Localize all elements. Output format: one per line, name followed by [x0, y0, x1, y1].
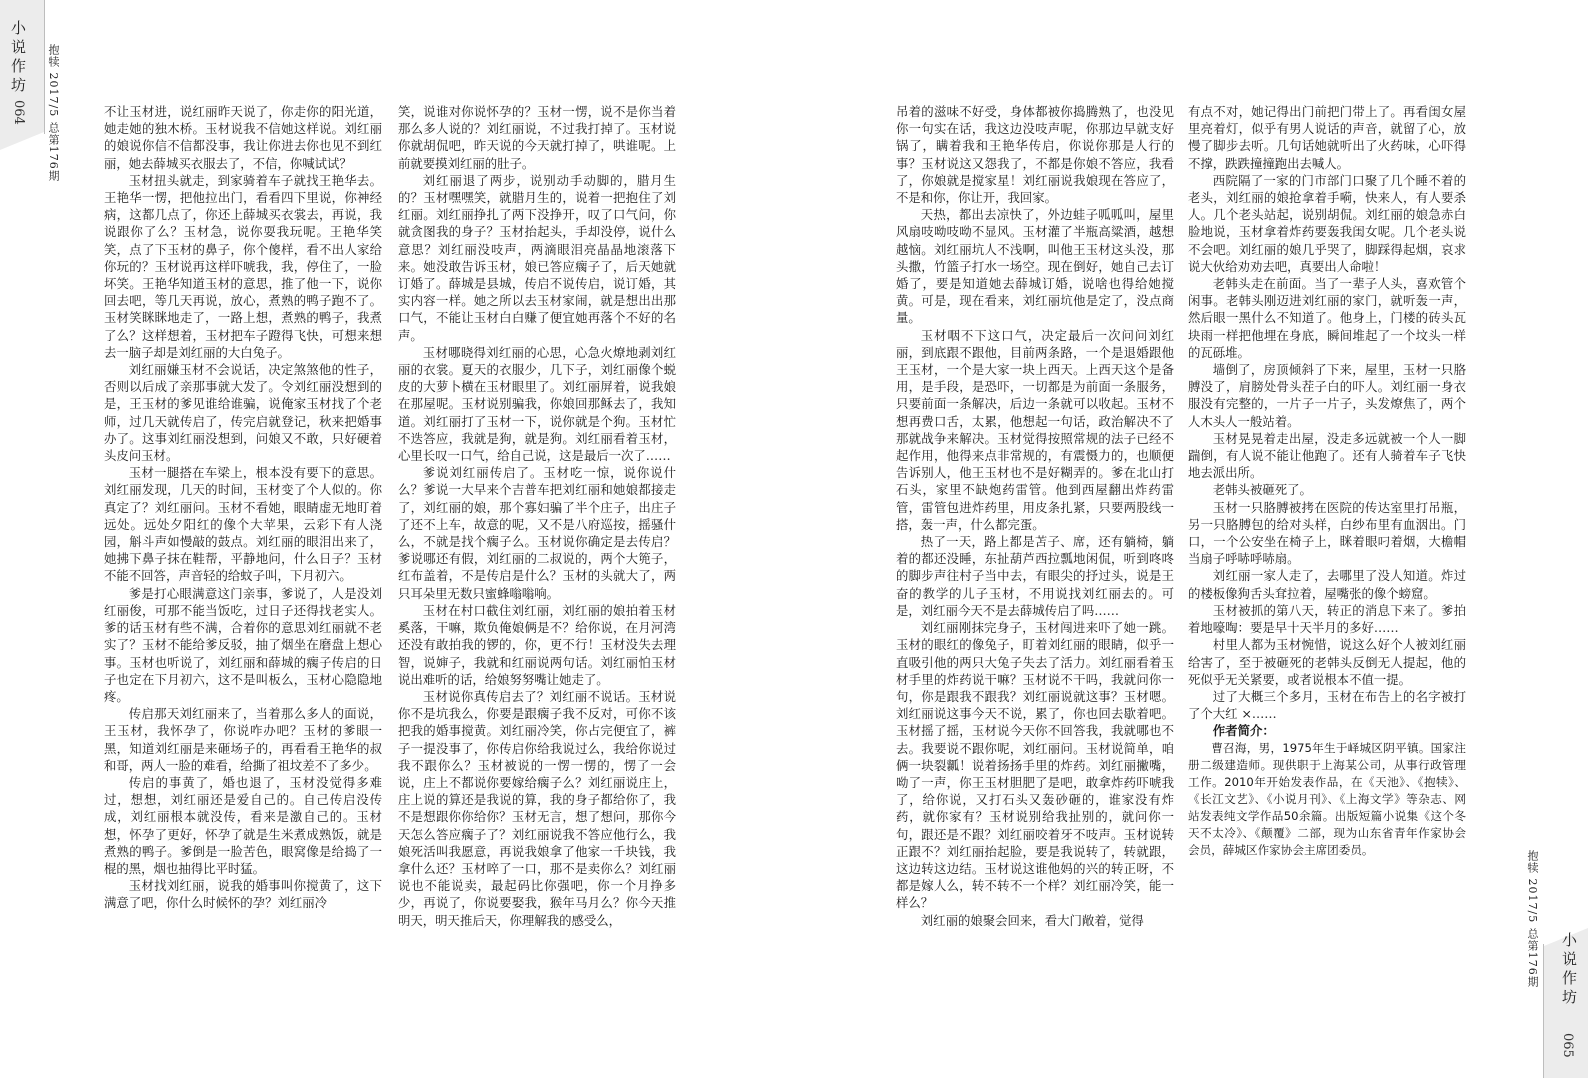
paragraph: 刘红丽退了两步，说别动手动脚的，腊月生的？玉材嘿嘿笑，就腊月生的，说着一把抱住了刘红丽。刘红丽挣扎了两下没挣开，叹了口气问，你就贪图我的身子？玉材抬起头，手却没停，说什么意思？刘红丽没吱声，两滴眼泪亮晶晶地滚落下来。她没敢告诉玉材，娘已答应瘸子了，后天她就订婚了。薛城是县城，传启不说传启，说订婚，其实内容一样。她之所以去玉材家闹，就是想出出那口气，不能让玉材白白赚了便宜她再落个不好的名声。 [398, 172, 676, 343]
section-title: 小说作坊 [9, 20, 27, 96]
paragraph: 村里人都为玉材惋惜，说这么好个人被刘红丽给害了，至于被砸死的老韩头反倒无人提起，他的死似乎无关紧要，或者说根本不值一提。 [1188, 637, 1466, 687]
paragraph: 不让玉材进，说红丽昨天说了，你走你的阳光道，她走她的独木桥。玉材说我不信她这样说。刘红丽的娘说你信不信都没事，我让你进去你也见不到红丽，她去薛城买衣服去了，不信，你喊试试？ [104, 104, 382, 171]
paragraph: 过了大概三个多月，玉材在布告上的名字被打了个大红 ×…… [1188, 688, 1466, 722]
paragraph: 玉材扭头就走，到家骑着车子就找王艳华去。王艳华一愣，把他拉出门，看看四下里说，你神经病，这都几点了，你还上薛城买衣裳去，再说，我说跟你了么？玉材急，说你耍我玩呢。王艳华笑笑，点了下玉材的鼻子，你个傻样，看不出人家给你玩的？玉材说再这样吓唬我，我，停住了，一脸坏笑。王艳华知道玉材的意思，推了他一下，说你回去吧，等几天再说，放心，煮熟的鸭子跑不了。玉材笑眯眯地走了，一路上想，煮熟的鸭子，我煮了么？这样想着，玉材把车子蹬得飞快，可想来想去一脑子却是刘红丽的大白兔子。 [104, 172, 382, 360]
page-number: 064 [11, 100, 26, 125]
paragraph: 玉材在村口截住刘红丽，刘红丽的娘拍着玉材奚落，干嘛，欺负俺娘俩是不？给你说，在月河湾还没有敢拍我的锣的，你，更不行！玉材没失去理智，说婶子，我就和红丽说两句话。刘红丽怕玉材说出难听的话，给娘努努嘴让她走了。 [398, 602, 676, 687]
paragraph: 刘红丽刚抹完身子，玉材闯进来吓了她一跳。玉材的眼红的像兔子，盯着刘红丽的眼睛，似乎一直吸引他的两只大兔子失去了活力。刘红丽看着玉材手里的炸药说干嘛？玉材说不干吗，我就问你一句，你是跟我不跟我？刘红丽说就这事？玉材嗯。刘红丽说这事今天不说，累了，你也回去歇着吧。玉材摇了摇，玉材说今天你不回答我，我就哪也不去。我要说不跟你呢，刘红丽问。玉材说简单，咱俩一块裂瓤！说着扬扬手里的炸药。刘红丽撇嘴，呦了一声，你王玉材胆肥了是吧，敢拿炸药吓唬我了，给你说，又打石头又轰砂砸的，谁家没有炸药，就你家有？玉材说别给我扯别的，就问你一句，跟还是不跟？刘红丽咬着牙不吱声。玉材说转正跟不？刘红丽抬起脸，要是我说转了，转就跟，这边转这边结。玉材说这谁他妈的兴的转正呀，不都是嫁人么，转不转不一个样？刘红丽冷笑，能一样么？ [896, 620, 1174, 911]
paragraph: 玉材找刘红丽，说我的婚事叫你搅黄了，这下满意了吧，你什么时候怀的孕？刘红丽冷 [104, 878, 382, 911]
issue-label: 抱犊 2017/5 总第176期 [1526, 850, 1539, 988]
paragraph: 热了一天，路上都是苫子、席，还有躺椅，躺着的都还没睡，东扯葫芦西拉瓢地闲侃，听到咚咚的脚步声往村子当中去，有眼尖的抒过头，说是王奋的教学的儿子玉材，不用说找刘红丽去的。可是，刘红丽今天不是去薛城传启了吗…… [896, 534, 1174, 618]
author-bio-text: 曹召海，男，1975年生于峄城区阴平镇。国家注册二级建造师。现供职于上海某公司，从事行政管理工作。2010年开始发表作品，在《天池》、《抱犊》、《长江文艺》、《小说月刊》、《上海文学》等杂志、网站发表纯文学作品50余篇。出版短篇小说集《这个冬天不太冷》、《颠覆》二部，现为山东省青年作家协会会员，薛城区作家协会主席团委员。 [1188, 740, 1466, 857]
issue-label: 抱犊 2017/5 总第176期 [47, 44, 60, 182]
paragraph: 爹是打心眼满意这门亲事，爹说了，人是没刘红丽俊，可那不能当饭吃，过日子还得找老实人。爹的话玉材有些不满，合着你的意思刘红丽就不老实了？玉材不能给爹反驳，抽了烟坐在磨盘上想心事。玉材也听说了，刘红丽和薛城的瘸子传启的日子也定在下月初六，这不是叫板么，玉材心隐隐地疼。 [104, 585, 382, 704]
paragraph: 玉材一腿搭在车梁上，根本没有要下的意思。刘红丽发现，几天的时间，玉材变了个人似的。你真定了？刘红丽问。玉材不看她，眼睛虚无地盯着远处。远处夕阳红的像个大苹果，云彩下有人浇园，斛斗声如慢敲的鼓点。刘红丽的眼泪出来了，她拂下鼻子抹在鞋帮，平静地问，什么日子？玉材不能不回答，声音轻的给蚊子叫，下月初六。 [104, 465, 382, 584]
paragraph: 吊着的滋味不好受，身体都被你捣腾熟了，也没见你一句实在话，我这边没吱声呢，你那边早就支好锅了，瞒着我和王艳华传启，你说你那是人行的事？玉材说这又怨我了，不都是你娘不答应，我看了，你娘就是搅家星！刘红丽说我娘现在答应了，不是和你，你让开，我回家。 [896, 104, 1174, 206]
text-column-3 [896, 103, 1174, 973]
tab-edge-line [1543, 944, 1544, 1078]
paragraph: 老韩头被砸死了。 [1212, 482, 1312, 498]
paragraph: 玉材哪晓得刘红丽的心思，心急火燎地剥刘红丽的衣裳。夏天的衣服少，几下子，刘红丽像个蜕皮的大萝卜横在玉材眼里了。刘红丽屏着，说我娘在那屋呢。玉材说别骗我，你娘回那稣去了，我知道。刘红丽打了玉材一下，说你就是个狗。玉材忙不迭答应，我就是狗，就是狗。刘红丽看着玉材，心里长叹一口气，给自己说，这是最后一次了…… [398, 344, 676, 464]
paragraph: 天热，都出去凉快了，外边蛙子呱呱叫，屋里风扇吱呦吱呦不显风。玉材灌了半瓶高粱酒，越想越恼。刘红丽坑人不浅啊，叫他王玉材这头没，那头撒，竹篮子打水一场空。现在倒好，她自己去订婚了，要是知道她去薛城订婚，说啥也得给她搅黄。可是，现在看来，刘红丽坑他是定了，没点商量。 [896, 207, 1174, 326]
paragraph: 玉材一只胳膊被拷在医院的传达室里打吊瓶，另一只胳膊包的给对头样，白纱布里有血洇出。门口，一个公安坐在椅子上，眯着眼叼着烟，大檐帽当扇子呼哧呼哧扇。 [1188, 499, 1466, 567]
paragraph: 传启的事黄了，婚也退了，玉材没觉得多难过，想想，刘红丽还是爱自己的。自己传启没传成，刘红丽根本就没传，看来是激自己的。玉材想，怀孕了更好，怀孕了就是生米煮成熟饭，就是煮熟的鸭子。爹倒是一脸苦色，眼窝像是给捣了一棍的黑，烟也抽得比平时猛。 [104, 774, 382, 876]
paragraph: 玉材被抓的第八天，转正的消息下来了。爹拍着地嚎啕：要是早十天半月的多好…… [1188, 602, 1466, 636]
paragraph: 有点不对，她记得出门前把门带上了。再看闺女屋里亮着灯，似乎有男人说话的声音，就留了心，放慢了脚步去听。几句话她就听出了火药味，心吓得不撑，跌跌撞撞跑出去喊人。 [1188, 104, 1466, 171]
author-bio-title: 作者简介： [1212, 723, 1275, 739]
paragraph: 传启那天刘红丽来了，当着那么多人的面说，王玉材，我怀孕了，你说咋办吧？玉材的爹眼一黑，知道刘红丽是来砸场子的，再看看王艳华的叔和哥，两人一脸的难看，给撕了祖坟差不了多少。 [104, 706, 382, 773]
paragraph: 刘红丽一家人走了，去哪里了没人知道。炸过的楼板像狗舌头耷拉着，屋嘴张的像个螃窟。 [1188, 568, 1466, 601]
page-number: 065 [1560, 1033, 1575, 1058]
text-column-4 [1188, 103, 1466, 973]
paragraph: 玉材说你真传启去了？刘红丽不说话。玉材说你不是坑我么，你要是跟瘸子我不反对，可你不该把我的婚事搅黄。刘红丽冷笑，你占完便宜了，裤子一提没事了，你传启你给我说过么，我给你说过我不跟你么？玉材被说的一愣一愣的，愣了一会说，庄上不都说你要嫁给瘸子么？刘红丽说庄上，庄上说的算还是我说的算，我的身子都给你了，我不是想跟你你给你？玉材无言，想了想问，那你今天怎么答应瘸子了？刘红丽说我不答应他行么，我娘死活叫我愿意，再说我娘拿了他家一千块钱，我拿什么还？玉材啐了一口，那不是卖你么？刘红丽说也不能说卖，最起码比你强吧，你一个月挣多少，再说了，你说要娶我，猴年马月么？你今天推明天，明天推后天，你理解我的感受么， [398, 688, 676, 928]
tab-edge-line [44, 0, 45, 134]
paragraph: 玉材晃晃着走出屋，没走多远就被一个人一脚踹倒，有人说不能让他跑了。还有人骑着车子飞快地去派出所。 [1188, 430, 1466, 481]
text-column-2 [398, 103, 676, 973]
paragraph: 墙倒了，房顶倾斜了下来，屋里，玉材一只胳膊没了，肩膀处骨头茬子白的吓人。刘红丽一身衣服没有完整的，一片子一片子，头发燎焦了，两个人木头人一般站着。 [1188, 362, 1466, 429]
paragraph: 西院隔了一家的门市部门口聚了几个睡不着的老头，刘红丽的娘抢拿着手嗬，快来人，有人要杀人。几个老头站起，说别胡侃。刘红丽的娘急赤白脸地说，玉材拿着炸药要轰我闺女呢。几个老头说不会吧。刘红丽的娘几乎哭了，脚踩得起烟，哀求说大伙给劝劝去吧，真要出人命啦！ [1188, 172, 1466, 274]
section-title: 小说作坊 [1560, 932, 1578, 1008]
paragraph: 刘红丽嫌玉材不会说话，决定煞煞他的性子，否则以后成了亲那事就大发了。令刘红丽没想到的是，王玉材的爹见谁给谁骗，说俺家玉材找了个老师，过几天就传启了，传完启就登记，秋来把婚事办了。这事刘红丽没想到，问娘又不敢，只好硬着头皮问玉材。 [104, 362, 382, 464]
paragraph: 爹说刘红丽传启了。玉材吃一惊，说你说什么？爹说一大早来个吉普车把刘红丽和她娘都接走了，刘红丽的娘，那个寡妇骗了半个庄子，出庄子了还不上车，故意的呢，又不是八府巡按，摇骚什么，不就是找个瘸子么。玉材说你确定是去传启？爹说哪还有假，刘红丽的二叔说的，两个大篼子，红布盖着，不是传启是什么？玉材的头就大了，两只耳朵里无数只蜜蜂嗡嗡响。 [398, 465, 676, 601]
paragraph: 玉材咽不下这口气，决定最后一次问问刘红丽，到底跟不跟他，目前两条路，一个是退婚跟他王玉材，一个是大家一块上西天。上西天这个是备用，是手段，是恐吓，一切都是为前面一条服务，只要前面一条解决，后边一条就可以收起。玉材不想再费口舌，太累，他想起一句话，政治解决不了那就战争来解决。玉材觉得按照常规的法子已经不起作用，他得来点非常规的，有震慑力的，也顺便告诉别人，他王玉材也不是好糊弄的。爹在北山打石头，家里不缺炮药雷管。他到西屋翻出炸药雷管，雷管包进炸药里，用皮条扎紧，只要两股线一搭，轰一声，什么都完蛋。 [896, 327, 1174, 532]
paragraph: 笑，说谁对你说怀孕的？玉材一愣，说不是你当着那么多人说的？刘红丽说，不过我打掉了。玉材说你就胡侃吧，昨天说的今天就打掉了，哄谁呢。上前就要摸刘红丽的肚子。 [398, 104, 676, 171]
paragraph: 刘红丽的娘聚会回来，看大门敞着，觉得 [920, 912, 1144, 928]
text-column-1 [104, 103, 382, 973]
right-page [794, 0, 1588, 1078]
paragraph: 老韩头走在前面。当了一辈子人头，喜欢管个闲事。老韩头刚迈进刘红丽的家门，就听轰一声，然后眼一黑什么不知道了。他身上，门楼的砖头瓦块雨一样把他埋在身底，瞬间堆起了一个坟头一样的瓦砾堆。 [1188, 276, 1466, 360]
